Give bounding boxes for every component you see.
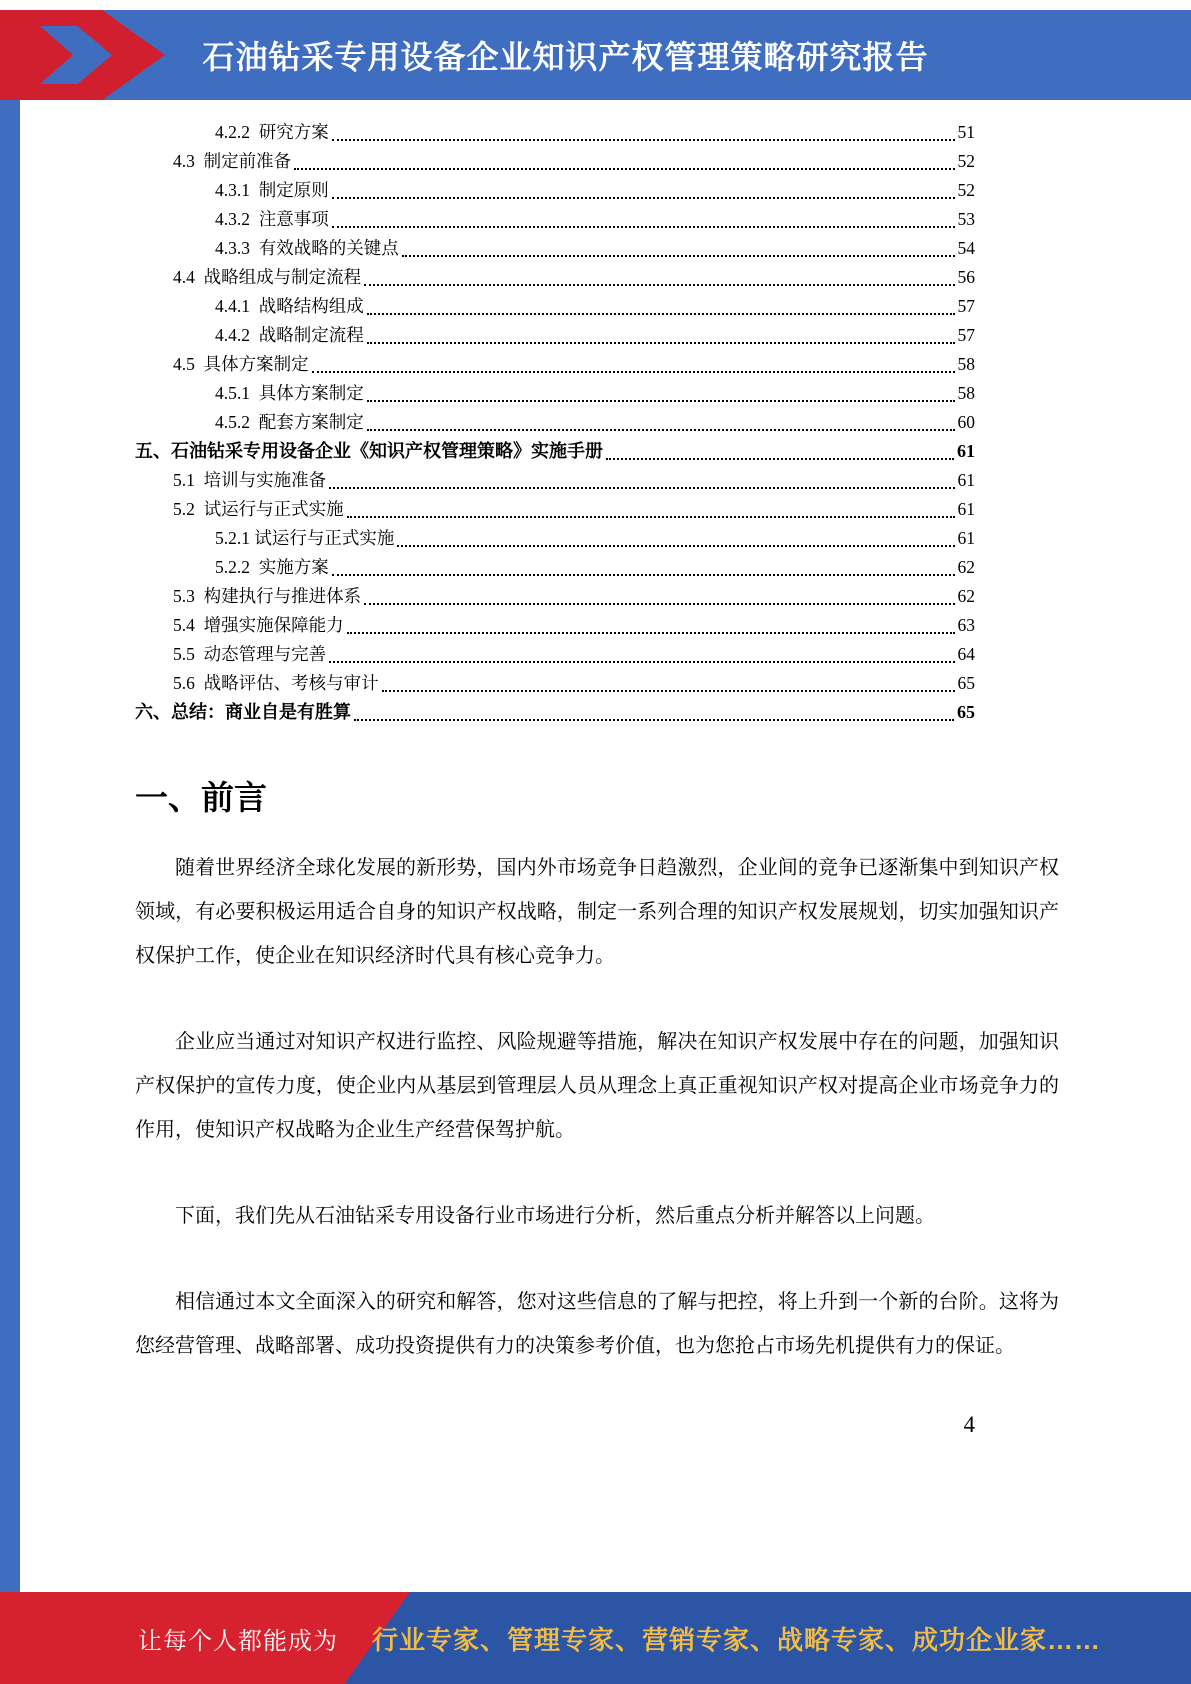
toc-entry	[135, 350, 975, 379]
toc-entry	[135, 669, 975, 698]
toc-entry	[135, 292, 975, 321]
toc-entry-label: 5.2.2 实施方案	[215, 557, 329, 577]
toc-entry	[135, 582, 975, 611]
toc-entry	[135, 321, 975, 350]
toc-dot-leader	[312, 371, 955, 373]
toc-entry	[135, 611, 975, 640]
footer-slogan-right	[372, 1592, 1171, 1684]
body-paragraph: 企业应当通过对知识产权进行监控、风险规避等措施，解决在知识产权发展中存在的问题，加强知识产权保护的宣传力度，使企业内从基层到管理层人员从理念上真正重视知识产权对提高企业市场竞争力的作用，使知识产权战略为企业生产经营保驾护航。	[135, 1031, 1059, 1141]
toc-entry-page: 58	[957, 383, 975, 403]
body-paragraph: 相信通过本文全面深入的研究和解答，您对这些信息的了解与把控，将上升到一个新的台阶。这将为您经营管理、战略部署、成功投资提供有力的决策参考价值，也为您抢占市场先机提供有力的保证。	[135, 1291, 1059, 1357]
toc-entry-label: 5.3 构建执行与推进体系	[173, 586, 362, 606]
toc-entry-label: 4.3 制定前准备	[173, 151, 292, 171]
toc-entry-page: 57	[957, 325, 975, 345]
toc-entry-page: 62	[957, 557, 975, 577]
toc-dot-leader	[347, 632, 955, 634]
toc-dot-leader	[367, 313, 955, 315]
toc-entry-page: 62	[957, 586, 975, 606]
toc-entry	[135, 698, 975, 727]
toc-dot-leader	[397, 545, 954, 547]
toc-entry-label: 5.2 试运行与正式实施	[173, 499, 344, 519]
toc-entry-page: 58	[957, 354, 975, 374]
toc-dot-leader	[329, 487, 954, 489]
toc-dot-leader	[367, 400, 955, 402]
toc-dot-leader	[332, 226, 955, 228]
toc-entry	[135, 524, 975, 553]
toc-entry	[135, 118, 975, 147]
footer-left-text: 让每个人都能成为	[138, 1627, 338, 1655]
toc-dot-leader	[367, 342, 955, 344]
toc-entry-label: 5.6 战略评估、考核与审计	[173, 673, 379, 693]
toc-entry-page: 56	[957, 267, 975, 287]
toc-dot-leader	[367, 429, 955, 431]
page-number: 4	[963, 1412, 975, 1437]
toc-entry-label: 4.3.1 制定原则	[215, 180, 329, 200]
section-heading: 一、前言	[135, 779, 267, 816]
toc-entry-page: 61	[957, 441, 975, 461]
report-header	[20, 10, 1191, 100]
toc-dot-leader	[329, 661, 954, 663]
toc-entry	[135, 263, 975, 292]
left-accent-strip	[0, 10, 20, 1684]
toc-entry-page: 60	[957, 412, 975, 432]
toc-entry-label: 五、石油钻采专用设备企业《知识产权管理策略》实施手册	[135, 441, 603, 461]
toc-dot-leader	[294, 168, 954, 170]
page-footer	[0, 1592, 1191, 1684]
toc-entry-page: 63	[957, 615, 975, 635]
body-paragraph: 下面，我们先从石油钻采专用设备行业市场进行分析，然后重点分析并解答以上问题。	[175, 1205, 935, 1227]
toc-entry-label: 4.3.3 有效战略的关键点	[215, 238, 399, 258]
toc-entry	[135, 408, 975, 437]
toc-dot-leader	[364, 603, 954, 605]
red-arrow-banner	[0, 10, 165, 100]
toc-dot-leader	[402, 255, 955, 257]
toc-entry-page: 52	[957, 180, 975, 200]
toc-dot-leader	[606, 458, 954, 460]
toc-dot-leader	[382, 690, 955, 692]
body-text	[135, 846, 1059, 1410]
toc-entry-page: 61	[957, 470, 975, 490]
toc-entry-page: 54	[957, 238, 975, 258]
toc-entry	[135, 495, 975, 524]
toc-dot-leader	[354, 719, 954, 721]
toc-entry-label: 5.2.1 试运行与正式实施	[215, 528, 395, 548]
toc-entry-page: 51	[957, 122, 975, 142]
toc-entry	[135, 205, 975, 234]
footer-right-text: 行业专家、管理专家、营销专家、战略专家、成功企业家……	[372, 1624, 1102, 1655]
toc-entry-page: 61	[957, 499, 975, 519]
toc-entry-label: 5.1 培训与实施准备	[173, 470, 327, 490]
toc-entry	[135, 379, 975, 408]
toc-entry-label: 4.3.2 注意事项	[215, 209, 329, 229]
chevron-right-icon	[40, 26, 112, 84]
toc-entry-label: 5.5 动态管理与完善	[173, 644, 327, 664]
toc-entry-page: 53	[957, 209, 975, 229]
toc-dot-leader	[332, 574, 955, 576]
toc-entry-page: 65	[957, 673, 975, 693]
toc-entry	[135, 640, 975, 669]
toc-entry-label: 5.4 增强实施保障能力	[173, 615, 344, 635]
toc-dot-leader	[364, 284, 954, 286]
toc-entry-label: 4.5.2 配套方案制定	[215, 412, 364, 432]
toc-entry-page: 64	[957, 644, 975, 664]
toc-entry-label: 4.4.1 战略结构组成	[215, 296, 364, 316]
toc-dot-leader	[332, 197, 955, 199]
toc-dot-leader	[347, 516, 955, 518]
toc-entry-label: 4.5.1 具体方案制定	[215, 383, 364, 403]
toc-entry-label: 4.4.2 战略制定流程	[215, 325, 364, 345]
toc-entry	[135, 147, 975, 176]
toc-entry	[135, 176, 975, 205]
toc-entry-label: 六、总结：商业自是有胜算	[135, 702, 351, 722]
toc-entry	[135, 234, 975, 263]
body-paragraph: 随着世界经济全球化发展的新形势，国内外市场竞争日趋激烈，企业间的竞争已逐渐集中到知识产权领域，有必要积极运用适合自身的知识产权战略，制定一系列合理的知识产权发展规划，切实加强知识产权保护工作，使企业在知识经济时代具有核心竞争力。	[135, 857, 1059, 967]
toc-entry-page: 61	[957, 528, 975, 548]
toc-entry-label: 4.2.2 研究方案	[215, 122, 329, 142]
toc-entry-page: 52	[957, 151, 975, 171]
table-of-contents	[135, 118, 975, 727]
toc-dot-leader	[332, 139, 955, 141]
toc-entry-page: 57	[957, 296, 975, 316]
toc-entry-label: 4.5 具体方案制定	[173, 354, 309, 374]
toc-entry	[135, 553, 975, 582]
toc-entry-label: 4.4 战略组成与制定流程	[173, 267, 362, 287]
footer-slogan-left	[138, 1592, 338, 1684]
toc-entry	[135, 437, 975, 466]
report-title: 石油钻采专用设备企业知识产权管理策略研究报告	[202, 39, 929, 75]
toc-entry	[135, 466, 975, 495]
toc-entry-page: 65	[957, 702, 975, 722]
